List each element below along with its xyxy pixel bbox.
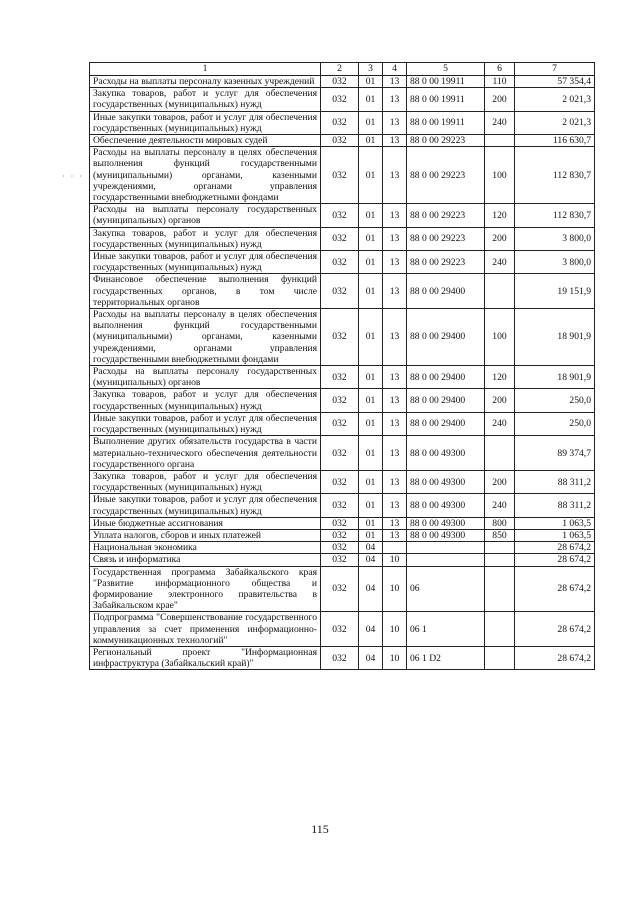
row-grbs-cell: 032 bbox=[321, 646, 359, 669]
column-header: 4 bbox=[383, 63, 407, 76]
row-target-article-cell: 88 0 00 29223 bbox=[407, 227, 485, 250]
row-grbs-cell: 032 bbox=[321, 135, 359, 147]
row-target-article-cell: 88 0 00 19911 bbox=[407, 76, 485, 88]
row-section-cell: 01 bbox=[359, 366, 383, 389]
row-section-cell: 01 bbox=[359, 389, 383, 412]
column-header: 1 bbox=[90, 63, 321, 76]
row-expense-type-cell: 120 bbox=[485, 366, 515, 389]
row-name-cell: Региональный проект "Информационная инфраструктура (Забайкальский край)" bbox=[90, 646, 321, 669]
budget-table bbox=[89, 62, 595, 670]
row-section-cell: 01 bbox=[359, 494, 383, 517]
row-subsection-cell: 13 bbox=[383, 436, 407, 471]
table-row bbox=[90, 88, 595, 111]
row-target-article-cell: 88 0 00 49300 bbox=[407, 529, 485, 541]
row-section-cell: 01 bbox=[359, 517, 383, 529]
row-target-article-cell: 88 0 00 29400 bbox=[407, 389, 485, 412]
table-row bbox=[90, 111, 595, 134]
row-sum-cell: 1 063,5 bbox=[515, 517, 595, 529]
row-subsection-cell: 13 bbox=[383, 88, 407, 111]
row-sum-cell: 28 674,2 bbox=[515, 542, 595, 554]
row-grbs-cell: 032 bbox=[321, 566, 359, 612]
row-expense-type-cell bbox=[485, 542, 515, 554]
row-grbs-cell: 032 bbox=[321, 517, 359, 529]
row-expense-type-cell bbox=[485, 612, 515, 647]
row-target-article-cell: 88 0 00 49300 bbox=[407, 436, 485, 471]
row-subsection-cell: 13 bbox=[383, 412, 407, 435]
row-name-cell: Расходы на выплаты персоналу государственных (муниципальных) органов bbox=[90, 204, 321, 227]
row-target-article-cell: 88 0 00 49300 bbox=[407, 470, 485, 493]
row-grbs-cell: 032 bbox=[321, 204, 359, 227]
row-name-cell: Закупка товаров, работ и услуг для обеспечения государственных (муниципальных) нужд bbox=[90, 88, 321, 111]
table-row bbox=[90, 204, 595, 227]
row-target-article-cell: 88 0 00 19911 bbox=[407, 111, 485, 134]
row-grbs-cell: 032 bbox=[321, 389, 359, 412]
row-sum-cell: 28 674,2 bbox=[515, 566, 595, 612]
row-subsection-cell: 13 bbox=[383, 366, 407, 389]
row-name-cell: Иные закупки товаров, работ и услуг для обеспечения государственных (муниципальных) нужд bbox=[90, 251, 321, 274]
row-section-cell: 01 bbox=[359, 135, 383, 147]
row-sum-cell: 19 151,9 bbox=[515, 274, 595, 309]
row-section-cell: 01 bbox=[359, 470, 383, 493]
table-row bbox=[90, 147, 595, 204]
row-sum-cell: 1 063,5 bbox=[515, 529, 595, 541]
table-row bbox=[90, 612, 595, 647]
row-name-cell: Иные закупки товаров, работ и услуг для обеспечения государственных (муниципальных) нужд bbox=[90, 111, 321, 134]
table-row bbox=[90, 274, 595, 309]
table-row bbox=[90, 135, 595, 147]
table-row bbox=[90, 566, 595, 612]
row-target-article-cell: 88 0 00 29223 bbox=[407, 147, 485, 204]
row-section-cell: 04 bbox=[359, 542, 383, 554]
row-subsection-cell: 10 bbox=[383, 612, 407, 647]
column-header: 6 bbox=[485, 63, 515, 76]
row-grbs-cell: 032 bbox=[321, 227, 359, 250]
row-subsection-cell: 13 bbox=[383, 470, 407, 493]
row-sum-cell: 57 354,4 bbox=[515, 76, 595, 88]
row-subsection-cell: 13 bbox=[383, 135, 407, 147]
row-subsection-cell: 13 bbox=[383, 389, 407, 412]
row-target-article-cell: 06 bbox=[407, 566, 485, 612]
row-subsection-cell: 13 bbox=[383, 227, 407, 250]
row-subsection-cell: 13 bbox=[383, 204, 407, 227]
row-expense-type-cell: 850 bbox=[485, 529, 515, 541]
table-row bbox=[90, 389, 595, 412]
row-expense-type-cell bbox=[485, 135, 515, 147]
row-expense-type-cell: 200 bbox=[485, 227, 515, 250]
row-sum-cell: 88 311,2 bbox=[515, 494, 595, 517]
table-row bbox=[90, 494, 595, 517]
column-header: 2 bbox=[321, 63, 359, 76]
row-target-article-cell: 88 0 00 29223 bbox=[407, 204, 485, 227]
row-section-cell: 01 bbox=[359, 147, 383, 204]
row-sum-cell: 2 021,3 bbox=[515, 111, 595, 134]
row-target-article-cell: 88 0 00 49300 bbox=[407, 517, 485, 529]
row-sum-cell: 3 800,0 bbox=[515, 251, 595, 274]
row-section-cell: 04 bbox=[359, 554, 383, 566]
table-row bbox=[90, 227, 595, 250]
table-row bbox=[90, 542, 595, 554]
row-target-article-cell: 88 0 00 29400 bbox=[407, 309, 485, 366]
row-name-cell: Расходы на выплаты персоналу государственных (муниципальных) органов bbox=[90, 366, 321, 389]
row-sum-cell: 89 374,7 bbox=[515, 436, 595, 471]
row-expense-type-cell: 800 bbox=[485, 517, 515, 529]
row-grbs-cell: 032 bbox=[321, 494, 359, 517]
row-name-cell: Закупка товаров, работ и услуг для обеспечения государственных (муниципальных) нужд bbox=[90, 389, 321, 412]
row-section-cell: 04 bbox=[359, 646, 383, 669]
row-target-article-cell: 88 0 00 19911 bbox=[407, 88, 485, 111]
row-target-article-cell: 88 0 00 29400 bbox=[407, 274, 485, 309]
row-name-cell: Иные закупки товаров, работ и услуг для обеспечения государственных (муниципальных) нужд bbox=[90, 412, 321, 435]
row-target-article-cell: 06 1 bbox=[407, 612, 485, 647]
row-sum-cell: 28 674,2 bbox=[515, 554, 595, 566]
row-section-cell: 01 bbox=[359, 529, 383, 541]
row-name-cell: Иные закупки товаров, работ и услуг для обеспечения государственных (муниципальных) нужд bbox=[90, 494, 321, 517]
row-grbs-cell: 032 bbox=[321, 111, 359, 134]
row-section-cell: 01 bbox=[359, 111, 383, 134]
row-grbs-cell: 032 bbox=[321, 412, 359, 435]
row-sum-cell: 250,0 bbox=[515, 389, 595, 412]
row-sum-cell: 2 021,3 bbox=[515, 88, 595, 111]
row-subsection-cell bbox=[383, 542, 407, 554]
row-grbs-cell: 032 bbox=[321, 251, 359, 274]
scan-margin-mark: · · · bbox=[62, 172, 84, 181]
row-expense-type-cell bbox=[485, 566, 515, 612]
row-target-article-cell: 88 0 00 49300 bbox=[407, 494, 485, 517]
row-sum-cell: 3 800,0 bbox=[515, 227, 595, 250]
table-row bbox=[90, 412, 595, 435]
row-name-cell: Обеспечение деятельности мировых судей bbox=[90, 135, 321, 147]
row-subsection-cell: 13 bbox=[383, 309, 407, 366]
row-sum-cell: 18 901,9 bbox=[515, 309, 595, 366]
table-row bbox=[90, 309, 595, 366]
row-expense-type-cell bbox=[485, 274, 515, 309]
row-subsection-cell: 13 bbox=[383, 76, 407, 88]
page-number: 115 bbox=[311, 822, 329, 836]
row-section-cell: 01 bbox=[359, 76, 383, 88]
row-expense-type-cell bbox=[485, 646, 515, 669]
row-name-cell: Уплата налогов, сборов и иных платежей bbox=[90, 529, 321, 541]
column-header: 5 bbox=[407, 63, 485, 76]
row-name-cell: Государственная программа Забайкальского края "Развитие информационного общества и формирование электронного правительства в Забайкальском крае" bbox=[90, 566, 321, 612]
row-subsection-cell: 10 bbox=[383, 566, 407, 612]
row-expense-type-cell: 110 bbox=[485, 76, 515, 88]
header-row bbox=[90, 63, 595, 76]
row-grbs-cell: 032 bbox=[321, 612, 359, 647]
table-row bbox=[90, 436, 595, 471]
table-row bbox=[90, 366, 595, 389]
row-name-cell: Подпрограмма "Совершенствование государственного управления за счет применения информационно-коммуникационных технологий" bbox=[90, 612, 321, 647]
row-expense-type-cell: 200 bbox=[485, 389, 515, 412]
row-grbs-cell: 032 bbox=[321, 88, 359, 111]
row-section-cell: 04 bbox=[359, 612, 383, 647]
row-grbs-cell: 032 bbox=[321, 554, 359, 566]
column-header: 7 bbox=[515, 63, 595, 76]
row-target-article-cell: 88 0 00 29400 bbox=[407, 412, 485, 435]
row-subsection-cell: 13 bbox=[383, 147, 407, 204]
row-sum-cell: 112 830,7 bbox=[515, 147, 595, 204]
row-section-cell: 01 bbox=[359, 309, 383, 366]
row-grbs-cell: 032 bbox=[321, 436, 359, 471]
row-expense-type-cell: 200 bbox=[485, 88, 515, 111]
table-row bbox=[90, 517, 595, 529]
row-target-article-cell bbox=[407, 542, 485, 554]
row-target-article-cell bbox=[407, 554, 485, 566]
row-section-cell: 01 bbox=[359, 412, 383, 435]
row-sum-cell: 116 630,7 bbox=[515, 135, 595, 147]
row-section-cell: 01 bbox=[359, 274, 383, 309]
row-sum-cell: 18 901,9 bbox=[515, 366, 595, 389]
table-body bbox=[90, 76, 595, 670]
row-name-cell: Расходы на выплаты персоналу в целях обеспечения выполнения функций государственными (муниципальными) органами, казенными учреждениями, органами управления государственными внебюджетными фондами bbox=[90, 309, 321, 366]
row-expense-type-cell: 240 bbox=[485, 494, 515, 517]
row-target-article-cell: 88 0 00 29223 bbox=[407, 135, 485, 147]
table-row bbox=[90, 470, 595, 493]
row-subsection-cell: 13 bbox=[383, 251, 407, 274]
row-subsection-cell: 10 bbox=[383, 554, 407, 566]
row-sum-cell: 28 674,2 bbox=[515, 646, 595, 669]
row-target-article-cell: 88 0 00 29400 bbox=[407, 366, 485, 389]
row-grbs-cell: 032 bbox=[321, 76, 359, 88]
row-expense-type-cell: 120 bbox=[485, 204, 515, 227]
row-subsection-cell: 13 bbox=[383, 274, 407, 309]
row-section-cell: 01 bbox=[359, 227, 383, 250]
row-name-cell: Расходы на выплаты персоналу в целях обеспечения выполнения функций государственными (муниципальными) органами, казенными учреждениями, органами управления государственными внебюджетными фондами bbox=[90, 147, 321, 204]
row-sum-cell: 28 674,2 bbox=[515, 612, 595, 647]
table-row bbox=[90, 529, 595, 541]
row-expense-type-cell: 100 bbox=[485, 309, 515, 366]
row-expense-type-cell bbox=[485, 554, 515, 566]
row-subsection-cell: 13 bbox=[383, 517, 407, 529]
row-grbs-cell: 032 bbox=[321, 147, 359, 204]
row-expense-type-cell: 240 bbox=[485, 111, 515, 134]
row-subsection-cell: 13 bbox=[383, 494, 407, 517]
row-grbs-cell: 032 bbox=[321, 542, 359, 554]
row-section-cell: 01 bbox=[359, 251, 383, 274]
row-name-cell: Финансовое обеспечение выполнения функций государственных органов, в том числе территориальных органов bbox=[90, 274, 321, 309]
row-subsection-cell: 13 bbox=[383, 111, 407, 134]
row-expense-type-cell bbox=[485, 436, 515, 471]
row-expense-type-cell: 100 bbox=[485, 147, 515, 204]
row-section-cell: 01 bbox=[359, 88, 383, 111]
table-row bbox=[90, 251, 595, 274]
table-row bbox=[90, 76, 595, 88]
row-sum-cell: 250,0 bbox=[515, 412, 595, 435]
row-target-article-cell: 06 1 D2 bbox=[407, 646, 485, 669]
row-name-cell: Национальная экономика bbox=[90, 542, 321, 554]
row-grbs-cell: 032 bbox=[321, 366, 359, 389]
row-sum-cell: 88 311,2 bbox=[515, 470, 595, 493]
table-row bbox=[90, 554, 595, 566]
row-grbs-cell: 032 bbox=[321, 529, 359, 541]
row-grbs-cell: 032 bbox=[321, 309, 359, 366]
row-target-article-cell: 88 0 00 29223 bbox=[407, 251, 485, 274]
row-name-cell: Связь и информатика bbox=[90, 554, 321, 566]
row-section-cell: 01 bbox=[359, 436, 383, 471]
row-subsection-cell: 10 bbox=[383, 646, 407, 669]
row-subsection-cell: 13 bbox=[383, 529, 407, 541]
row-section-cell: 04 bbox=[359, 566, 383, 612]
row-name-cell: Закупка товаров, работ и услуг для обеспечения государственных (муниципальных) нужд bbox=[90, 470, 321, 493]
row-name-cell: Расходы на выплаты персоналу казенных учреждений bbox=[90, 76, 321, 88]
table-header bbox=[90, 63, 595, 76]
row-name-cell: Иные бюджетные ассигнования bbox=[90, 517, 321, 529]
row-name-cell: Закупка товаров, работ и услуг для обеспечения государственных (муниципальных) нужд bbox=[90, 227, 321, 250]
row-sum-cell: 112 830,7 bbox=[515, 204, 595, 227]
row-grbs-cell: 032 bbox=[321, 470, 359, 493]
row-section-cell: 01 bbox=[359, 204, 383, 227]
row-expense-type-cell: 240 bbox=[485, 251, 515, 274]
row-expense-type-cell: 240 bbox=[485, 412, 515, 435]
row-grbs-cell: 032 bbox=[321, 274, 359, 309]
column-header: 3 bbox=[359, 63, 383, 76]
row-name-cell: Выполнение других обязательств государства в части материально-технического обеспечения деятельности государственного органа bbox=[90, 436, 321, 471]
row-expense-type-cell: 200 bbox=[485, 470, 515, 493]
table-row bbox=[90, 646, 595, 669]
